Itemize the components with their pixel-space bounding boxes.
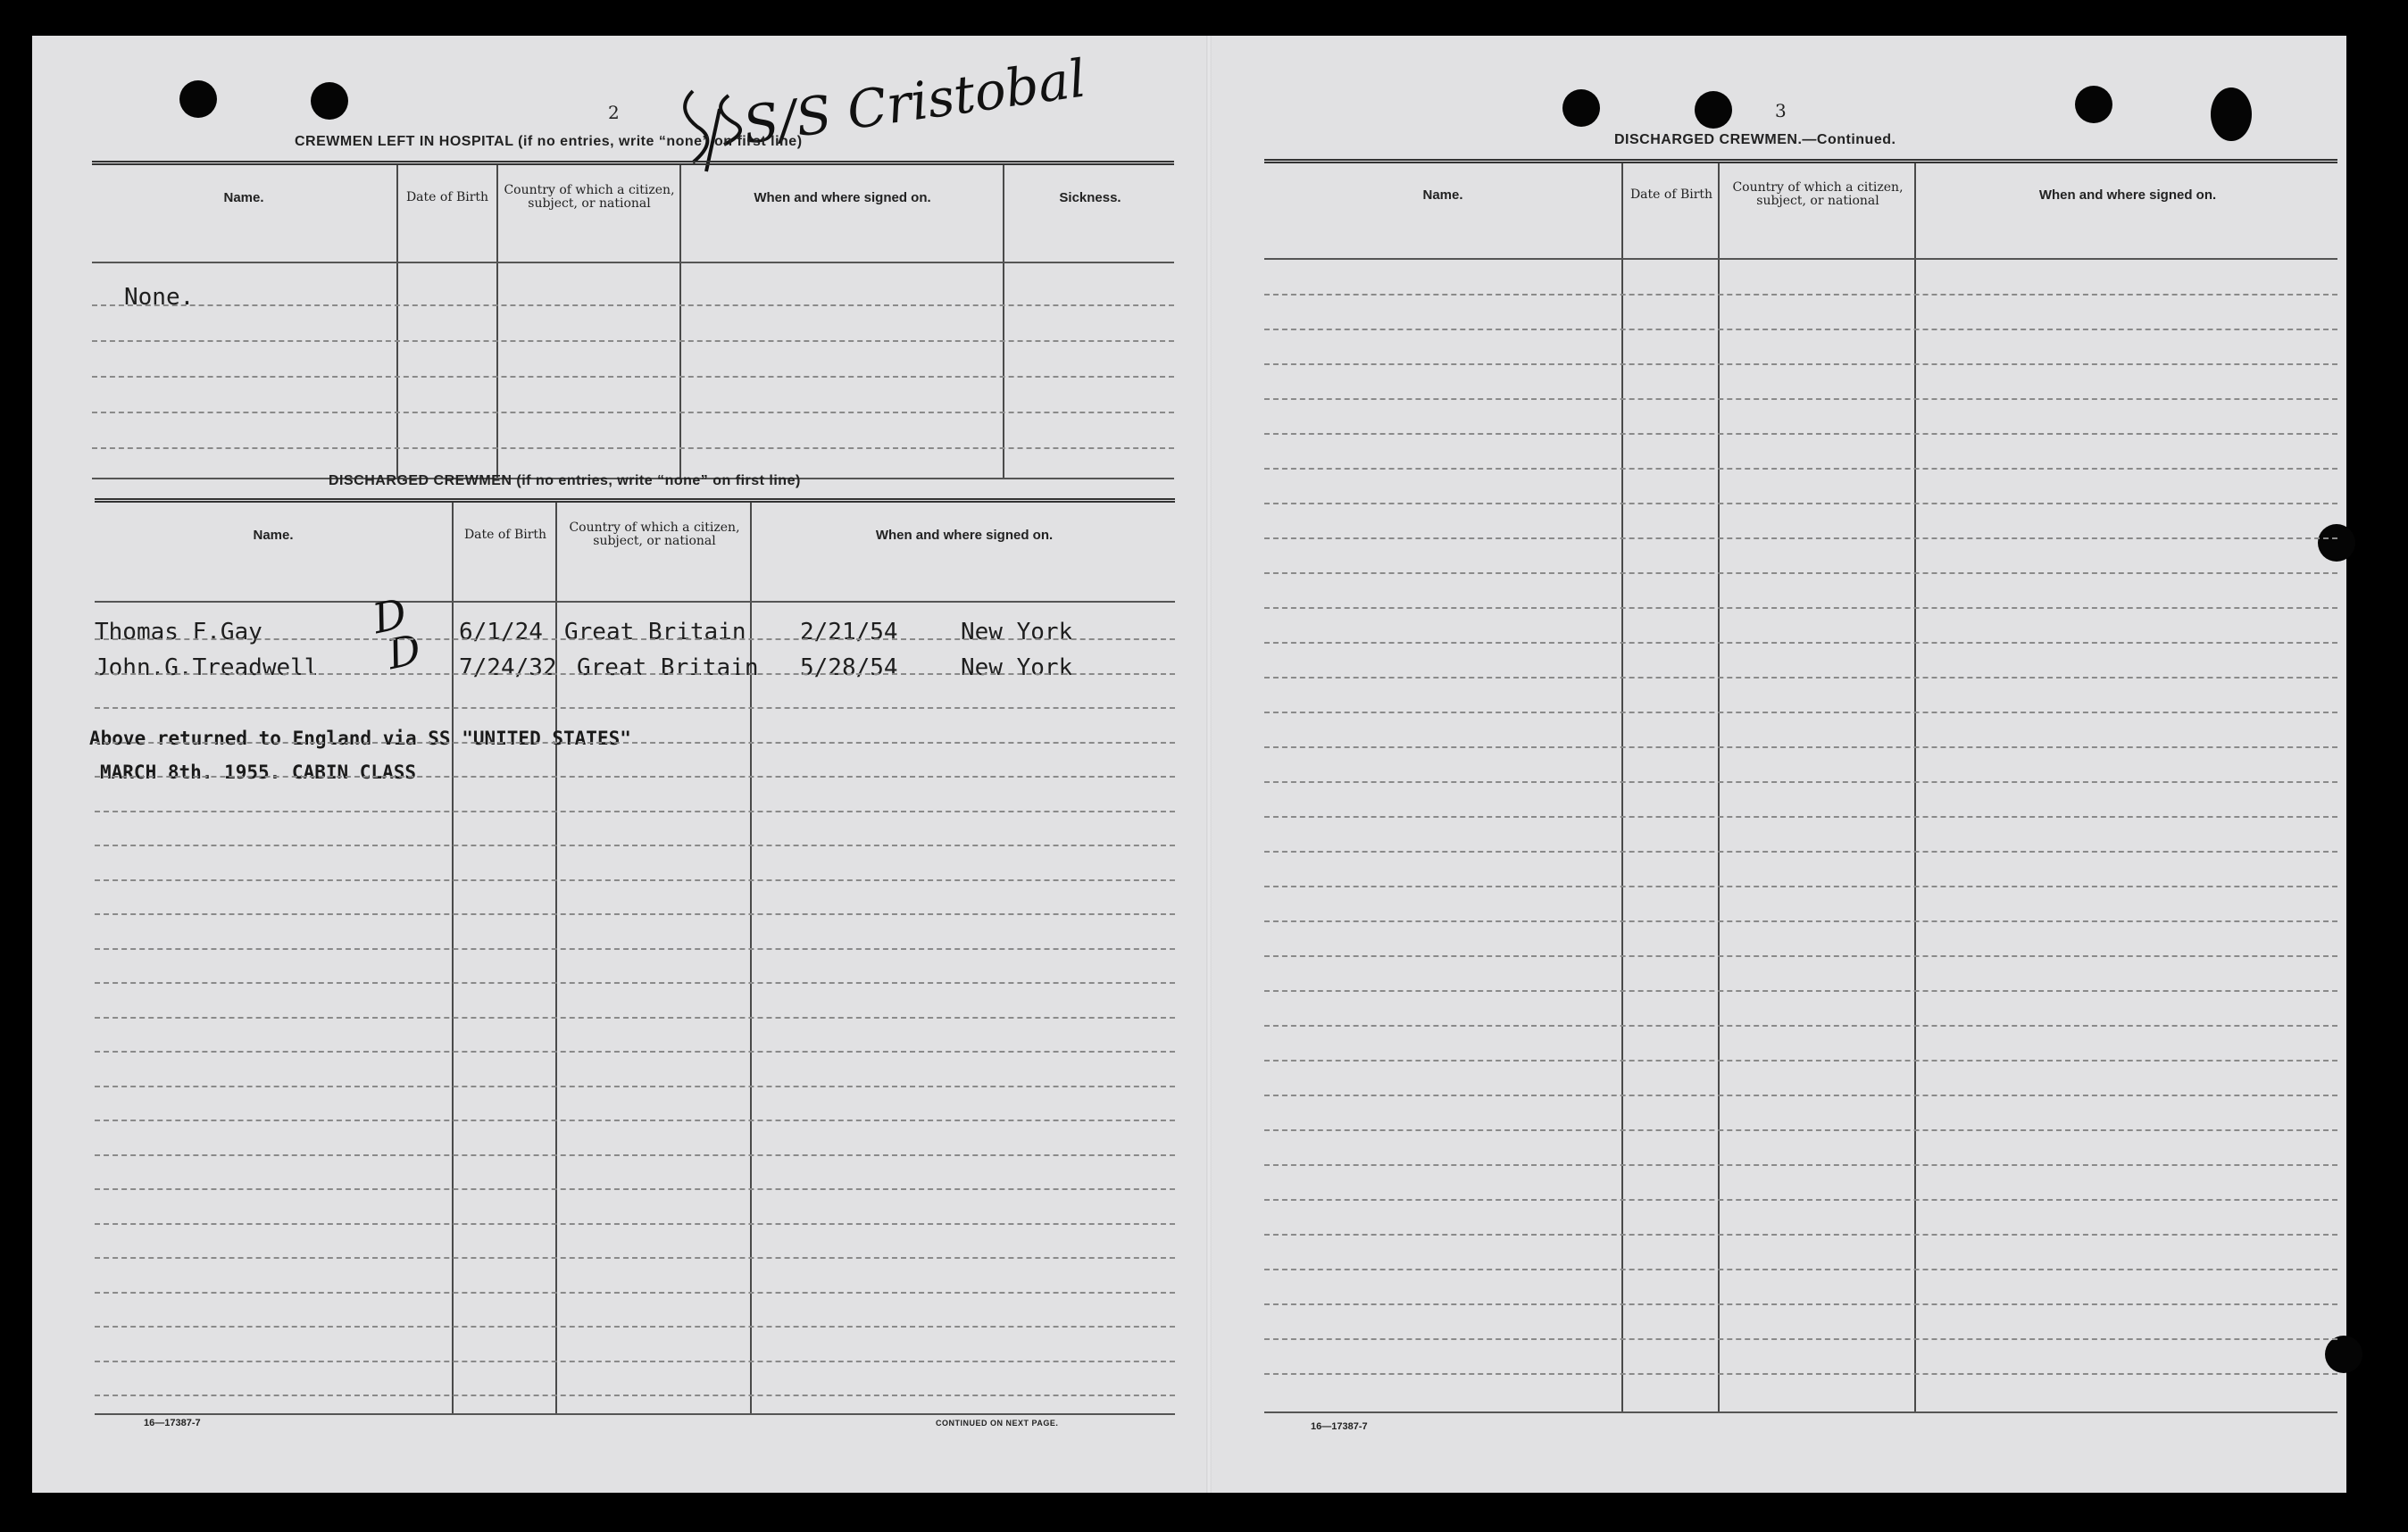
row-rule	[1264, 1234, 2337, 1236]
header-rule	[95, 601, 1175, 603]
row-rule	[1264, 572, 2337, 574]
column-rule	[679, 165, 681, 478]
column-rule	[1718, 163, 1720, 1411]
return-note-line-2: MARCH 8th. 1955. CABIN CLASS	[100, 762, 417, 783]
row-rule	[1264, 537, 2337, 539]
column-rule	[1914, 163, 1916, 1411]
row-rule	[95, 776, 1175, 778]
col-signed: When and where signed on.	[875, 527, 1054, 543]
row-rule	[1264, 851, 2337, 853]
row-rule	[1264, 1060, 2337, 1062]
row-rule	[95, 1051, 1175, 1053]
col-dob: Date of Birth	[1629, 187, 1713, 202]
row-rule	[1264, 294, 2337, 296]
col-name: Name.	[1422, 187, 1463, 203]
row-rule	[1264, 712, 2337, 713]
discharged-continued-table	[1264, 163, 2337, 1411]
row-rule	[1264, 1095, 2337, 1096]
crew-row-1-name: Thomas F.Gay	[95, 619, 262, 645]
col-country: Country of which a citizen, subject, or national	[1732, 180, 1904, 208]
row-rule	[1264, 398, 2337, 400]
row-rule	[95, 1395, 1175, 1396]
row-rule	[95, 982, 1175, 984]
row-rule	[95, 1154, 1175, 1156]
row-rule	[92, 412, 1174, 413]
discharged-heading: DISCHARGED CREWMEN (if no entries, write “none” on first line)	[329, 473, 801, 488]
right-heading: DISCHARGED CREWMEN.—Continued.	[1614, 132, 1896, 147]
row-rule	[1264, 1338, 2337, 1340]
row-rule	[95, 707, 1175, 709]
row-rule	[95, 811, 1175, 812]
col-signed: When and where signed on.	[2038, 187, 2217, 203]
crew-row-2-dob: 7/24/32	[459, 654, 557, 681]
row-rule	[95, 1188, 1175, 1190]
row-rule	[1264, 677, 2337, 679]
row-rule	[95, 1086, 1175, 1087]
row-rule	[1264, 920, 2337, 922]
col-dob: Date of Birth	[405, 189, 489, 204]
row-rule	[1264, 781, 2337, 783]
row-rule	[95, 1120, 1175, 1121]
crew-row-1-dob: 6/1/24	[459, 619, 543, 645]
crew-row-1-signed-date: 2/21/54	[800, 619, 898, 645]
handwritten-annotation-text: S/S Cristobal	[739, 47, 1090, 156]
punch-hole	[1562, 89, 1600, 127]
row-rule	[95, 742, 1175, 744]
row-rule	[1264, 955, 2337, 957]
row-rule	[92, 376, 1174, 378]
row-rule	[1264, 607, 2337, 609]
row-rule	[1264, 642, 2337, 644]
row-rule	[1264, 329, 2337, 330]
page-fold	[1206, 36, 1212, 1493]
row-rule	[1264, 433, 2337, 435]
col-country: Country of which a citizen, subject, or national	[504, 183, 675, 211]
row-rule	[1264, 1269, 2337, 1270]
row-rule	[95, 638, 1175, 640]
column-rule	[496, 165, 498, 478]
row-rule	[1264, 990, 2337, 992]
row-rule	[95, 673, 1175, 675]
punch-hole	[179, 80, 217, 118]
punch-hole	[311, 82, 348, 120]
row-rule	[1264, 468, 2337, 470]
row-rule	[1264, 816, 2337, 818]
row-rule	[1264, 1164, 2337, 1166]
row-rule	[1264, 503, 2337, 504]
col-name: Name.	[253, 527, 294, 543]
return-note-line-1: Above returned to England via SS "UNITED STATES"	[89, 728, 631, 749]
row-rule	[95, 1361, 1175, 1362]
col-dob: Date of Birth	[463, 527, 547, 542]
row-rule	[1264, 1303, 2337, 1305]
column-rule	[1621, 163, 1623, 1411]
form-number: 16—17387-7	[1311, 1421, 1368, 1432]
row-rule	[1264, 1129, 2337, 1131]
hospital-heading: CREWMEN LEFT IN HOSPITAL (if no entries, write “none” on first line)	[295, 134, 803, 149]
discharge-mark-1: D	[368, 588, 412, 644]
col-country: Country of which a citizen, subject, or national	[569, 520, 740, 548]
row-rule	[95, 1017, 1175, 1019]
row-rule	[95, 948, 1175, 950]
row-rule	[95, 913, 1175, 915]
crew-row-2-country: Great Britain	[577, 654, 759, 681]
page-number: 3	[1775, 100, 1787, 121]
column-rule	[396, 165, 398, 478]
row-rule	[95, 1257, 1175, 1259]
row-rule	[95, 845, 1175, 846]
row-rule	[95, 1223, 1175, 1225]
crew-row-2-signed-date: 5/28/54	[800, 654, 898, 681]
hospital-row-name: None.	[124, 284, 195, 311]
row-rule	[1264, 1025, 2337, 1027]
row-rule	[95, 1292, 1175, 1294]
row-rule	[92, 304, 1174, 306]
crew-row-1-country: Great Britain	[564, 619, 746, 645]
crew-row-1-signed-place: New York	[961, 619, 1073, 645]
row-rule	[1264, 363, 2337, 365]
punch-hole	[1695, 91, 1732, 129]
discharge-mark-2: D	[382, 624, 426, 679]
punch-hole	[2075, 86, 2112, 123]
row-rule	[1264, 886, 2337, 887]
punch-hole	[2211, 87, 2252, 141]
col-signed: When and where signed on.	[754, 189, 931, 205]
page-number: 2	[608, 102, 620, 123]
row-rule	[95, 879, 1175, 881]
form-number: 16—17387-7	[144, 1418, 201, 1428]
row-rule	[92, 340, 1174, 342]
manifest-sheet	[32, 36, 2346, 1493]
row-rule	[95, 1326, 1175, 1328]
hospital-table	[92, 165, 1174, 478]
header-rule	[92, 262, 1174, 263]
crew-row-2-name: John.G.Treadwell	[95, 654, 319, 681]
column-rule	[1003, 165, 1004, 478]
row-rule	[1264, 746, 2337, 748]
continued-note: CONTINUED ON NEXT PAGE.	[936, 1419, 1059, 1428]
table-bottom-rule	[95, 1413, 1175, 1415]
crew-row-2-signed-place: New York	[961, 654, 1073, 681]
col-sickness: Sickness.	[1059, 189, 1121, 205]
col-name: Name.	[223, 189, 264, 205]
header-rule	[1264, 258, 2337, 260]
row-rule	[1264, 1199, 2337, 1201]
row-rule	[1264, 1373, 2337, 1375]
table-bottom-rule	[1264, 1411, 2337, 1413]
row-rule	[92, 447, 1174, 449]
discharged-table	[89, 503, 1175, 1413]
